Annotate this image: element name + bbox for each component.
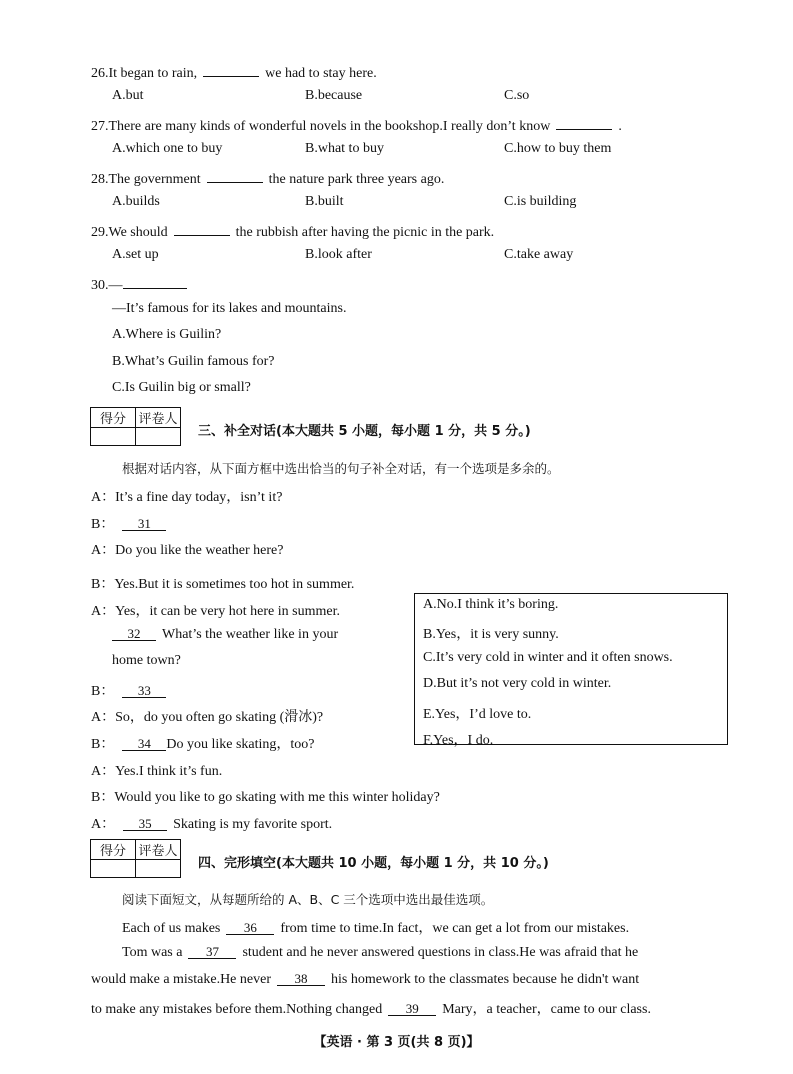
passage-line: Tom was a 37 student and he never answered questions in class.He was afraid that he [122,944,639,960]
dialog-line: A：Yes.I think it’s fun. [91,764,223,779]
option-item: D.But it’s not very cold in winter. [423,676,612,691]
dialog-line: B： 33 [91,680,172,700]
dialog-line: A：Do you like the weather here? [91,543,284,558]
question-30-answer: —It’s famous for its lakes and mountains. [112,301,347,316]
blank-39: 39 [388,1001,436,1016]
blank-32: 32 [112,626,156,641]
passage-line: would make a mistake.He never 38 his homework to the classmates because he didn't want [91,971,640,987]
blank [174,221,230,236]
dialog-line: B：Would you like to go skating with me this winter holiday? [91,790,440,805]
instruction: 阅读下面短文，从每题所给的 A、B、C 三个选项中选出最佳选项。 [122,892,494,907]
dialog-line: A：Yes，it can be very hot here in summer. [91,604,340,619]
option-item: B.Yes，it is very sunny. [423,627,559,642]
dialog-line: 32 What’s the weather like in your [112,626,338,643]
question-30: 30.— [91,274,193,294]
score-table: 得分 评卷人 [90,839,181,878]
section-title: 四、完形填空(本大题共 10 小题，每小题 1 分，共 10 分。) [198,856,549,871]
options-26: A.but B.because C.so [112,88,530,103]
blank-38: 38 [277,971,325,986]
option-b: B.What’s Guilin famous for? [112,354,275,369]
question-28: 28.The government the nature park three years ago. [91,168,444,188]
dialog-line: A：So，do you often go skating (滑冰)? [91,710,324,725]
option-item: E.Yes，I’d love to. [423,707,532,722]
dialog-line: B： 34 Do you like skating，too? [91,736,315,752]
section-title: 三、补全对话(本大题共 5 小题，每小题 1 分，共 5 分。) [198,424,531,439]
option-a: A.Where is Guilin? [112,327,222,342]
options-29: A.set up B.look after C.take away [112,247,574,262]
blank-36: 36 [226,920,274,935]
options-27: A.which one to buy B.what to buy C.how to buy them [112,141,612,156]
dialog-line: A： 35 Skating is my favorite sport. [91,816,333,832]
blank [203,62,259,77]
passage-line: to make any mistakes before them.Nothing changed 39 Mary，a teacher，came to our class. [91,1001,651,1017]
option-item: F.Yes，I do. [423,733,494,748]
blank [556,115,612,130]
options-28: A.builds B.built C.is building [112,194,577,209]
option-item: C.It’s very cold in winter and it often snows. [423,650,673,665]
dialog-line: home town? [112,653,181,668]
options-box [414,593,728,748]
dialog-line: A：It’s a fine day today，isn’t it? [91,490,283,505]
blank [207,168,263,183]
blank-33: 33 [122,683,166,698]
score-table: 得分 评卷人 [90,407,181,446]
question-27: 27.There are many kinds of wonderful novels in the bookshop.I really don’t know . [91,115,622,135]
dialog-line: B： 31 [91,513,172,533]
option-c: C.Is Guilin big or small? [112,380,251,395]
blank [123,274,187,289]
dialog-line: B：Yes.But it is sometimes too hot in summer. [91,577,355,592]
blank-31: 31 [122,516,166,531]
passage-line: Each of us makes 36 from time to time.In fact，we can get a lot from our mistakes. [122,920,630,936]
blank-35: 35 [123,816,167,831]
page-footer: 【英语 · 第 3 页(共 8 页)】 [313,1035,480,1050]
instruction: 根据对话内容，从下面方框中选出恰当的句子补全对话，有一个选项是多余的。 [122,461,560,476]
question-26: 26.It began to rain, we had to stay here. [91,62,377,82]
blank-34: 34 [122,736,166,751]
question-29: 29.We should the rubbish after having the picnic in the park. [91,221,494,241]
option-item: A.No.I think it’s boring. [423,597,559,612]
blank-37: 37 [188,944,236,959]
